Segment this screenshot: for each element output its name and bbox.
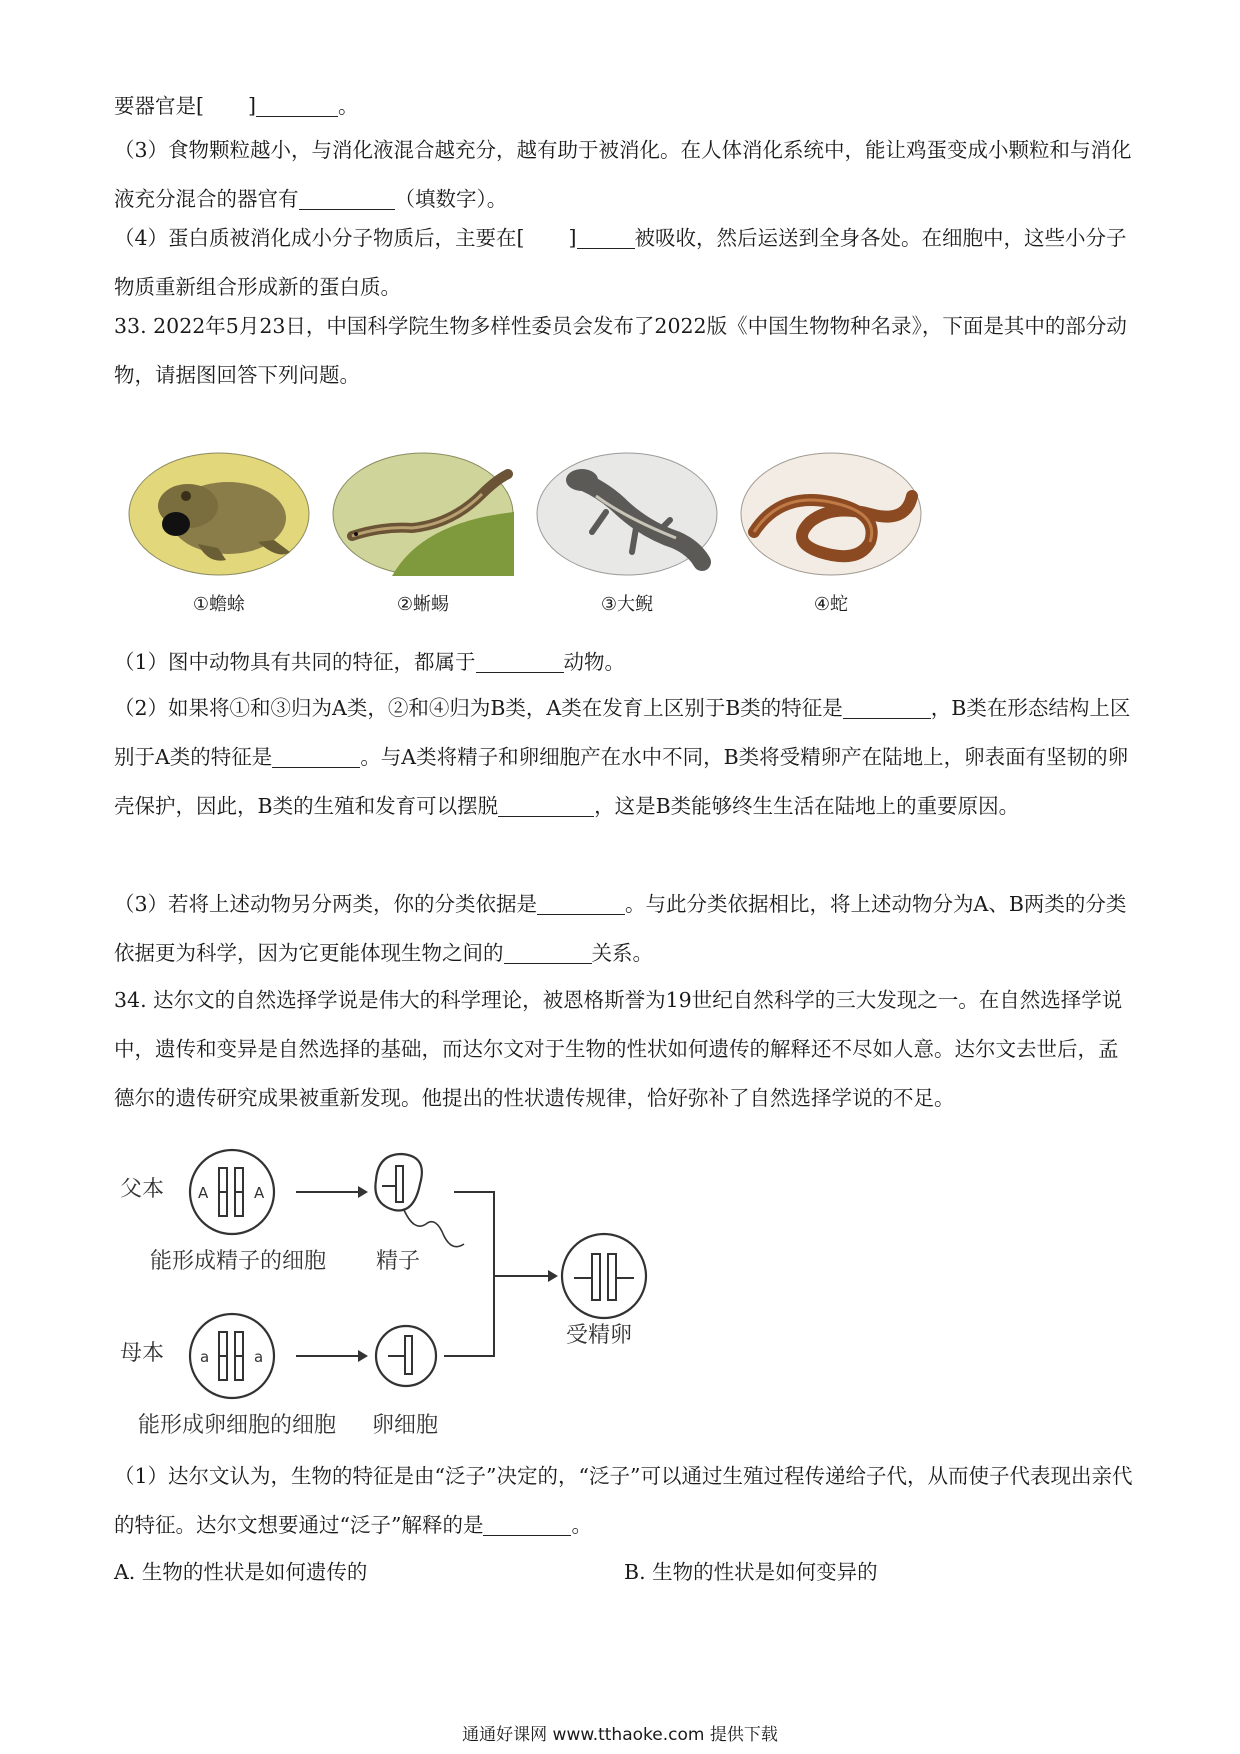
answer-blank[interactable] bbox=[476, 650, 564, 673]
label-sperm-cell: 能形成精子的细胞 bbox=[150, 1249, 327, 1274]
option-a[interactable]: A. 生物的性状是如何遗传的 bbox=[114, 1560, 368, 1584]
answer-blank[interactable] bbox=[498, 794, 594, 817]
label-egg: 卵细胞 bbox=[372, 1413, 439, 1438]
allele-label: a bbox=[200, 1348, 210, 1366]
lizard-photo bbox=[332, 452, 514, 576]
answer-blank[interactable] bbox=[843, 696, 931, 719]
answer-blank[interactable] bbox=[537, 892, 625, 915]
snake-photo bbox=[740, 452, 922, 576]
q33-stem: 33. 2022年5月23日，中国科学院生物多样性委员会发布了2022版《中国生物物种名录》，下面是其中的部分动物，请据图回答下列问题。 bbox=[114, 314, 1127, 387]
label-mother: 母本 bbox=[120, 1341, 165, 1366]
q32-sub3: （3）食物颗粒越小，与消化液混合越充分，越有助于被消化。在人体消化系统中，能让鸡蛋变成小颗粒和与消化液充分混合的器官有 （填数字）。 bbox=[114, 138, 1132, 211]
answer-blank[interactable] bbox=[256, 94, 338, 117]
q34-stem: 34. 达尔文的自然选择学说是伟大的科学理论，被恩格斯誉为19世纪自然科学的三大发现之一。在自然选择学说中，遗传和变异是自然选择的基础，而达尔文对于生物的性状如何遗传的解释还不尽如人意。达尔文去世后，孟德尔的遗传研究成果被重新发现。他提出的性状遗传规律，恰好弥补了自然选择学说的不足。 bbox=[114, 988, 1123, 1110]
answer-blank[interactable] bbox=[577, 226, 635, 249]
chromosome bbox=[405, 1336, 412, 1374]
inheritance-diagram bbox=[114, 1140, 674, 1440]
animal-salamander: ③大鲵 bbox=[536, 452, 718, 616]
q32-sub4: （4）蛋白质被消化成小分子物质后，主要在[ ] 被吸收，然后运送到全身各处。在细胞中，这些小分子物质重新组合形成新的蛋白质。 bbox=[114, 226, 1127, 299]
label-father: 父本 bbox=[120, 1177, 165, 1202]
answer-blank[interactable] bbox=[483, 1513, 571, 1536]
toad-photo bbox=[128, 452, 310, 576]
merge-bracket bbox=[444, 1192, 494, 1356]
allele-label: a bbox=[254, 1348, 264, 1366]
animal-photos bbox=[128, 452, 928, 632]
answer-blank[interactable] bbox=[299, 187, 395, 210]
allele-label: A bbox=[254, 1184, 265, 1202]
q33-sub3: （3）若将上述动物另分两类，你的分类依据是 。与此分类依据相比，将上述动物分为A、B两类的分类依据更为科学，因为它更能体现生物之间的 关系。 bbox=[114, 892, 1127, 965]
q33-sub2: （2）如果将①和③归为A类，②和④归为B类，A类在发育上区别于B类的特征是 ，B类在形态结构上区别于A类的特征是 。与A类将精子和卵细胞产在水中不同，B类将受精卵产在陆地上，卵表面有坚韧的卵壳保护，因此，B类的生殖和发育可以摆脱 ，这是B类能够终生生活在陆地上的重要原因。 bbox=[114, 696, 1131, 818]
answer-blank[interactable] bbox=[272, 745, 360, 768]
animal-snake: ④蛇 bbox=[740, 452, 922, 616]
option-b[interactable]: B. 生物的性状是如何变异的 bbox=[624, 1560, 878, 1584]
salamander-photo bbox=[536, 452, 718, 576]
chromosome bbox=[396, 1166, 403, 1202]
allele-label: A bbox=[198, 1184, 209, 1202]
animal-toad: ①蟾蜍 bbox=[128, 452, 310, 616]
label-zygote: 受精卵 bbox=[566, 1323, 633, 1348]
q34-sub1: （1）达尔文认为，生物的特征是由“泛子”决定的，“泛子”可以通过生殖过程传递给子代，从而使子代表现出亲代的特征。达尔文想要通过“泛子”解释的是 。 bbox=[114, 1464, 1133, 1537]
q32-line-organ: 要器官是[ ] 。 bbox=[114, 94, 359, 118]
sperm-tail bbox=[404, 1210, 464, 1247]
answer-blank[interactable] bbox=[504, 941, 592, 964]
animal-lizard: ②蜥蜴 bbox=[332, 452, 514, 616]
q33-sub1: （1）图中动物具有共同的特征，都属于 动物。 bbox=[114, 650, 626, 674]
label-sperm: 精子 bbox=[376, 1249, 421, 1274]
chromosome bbox=[608, 1254, 616, 1300]
zygote bbox=[562, 1234, 646, 1318]
label-egg-cell: 能形成卵细胞的细胞 bbox=[138, 1413, 337, 1438]
chromosome bbox=[592, 1254, 600, 1300]
page-footer: 通通好课网 www.tthaoke.com 提供下载 bbox=[462, 1725, 778, 1745]
